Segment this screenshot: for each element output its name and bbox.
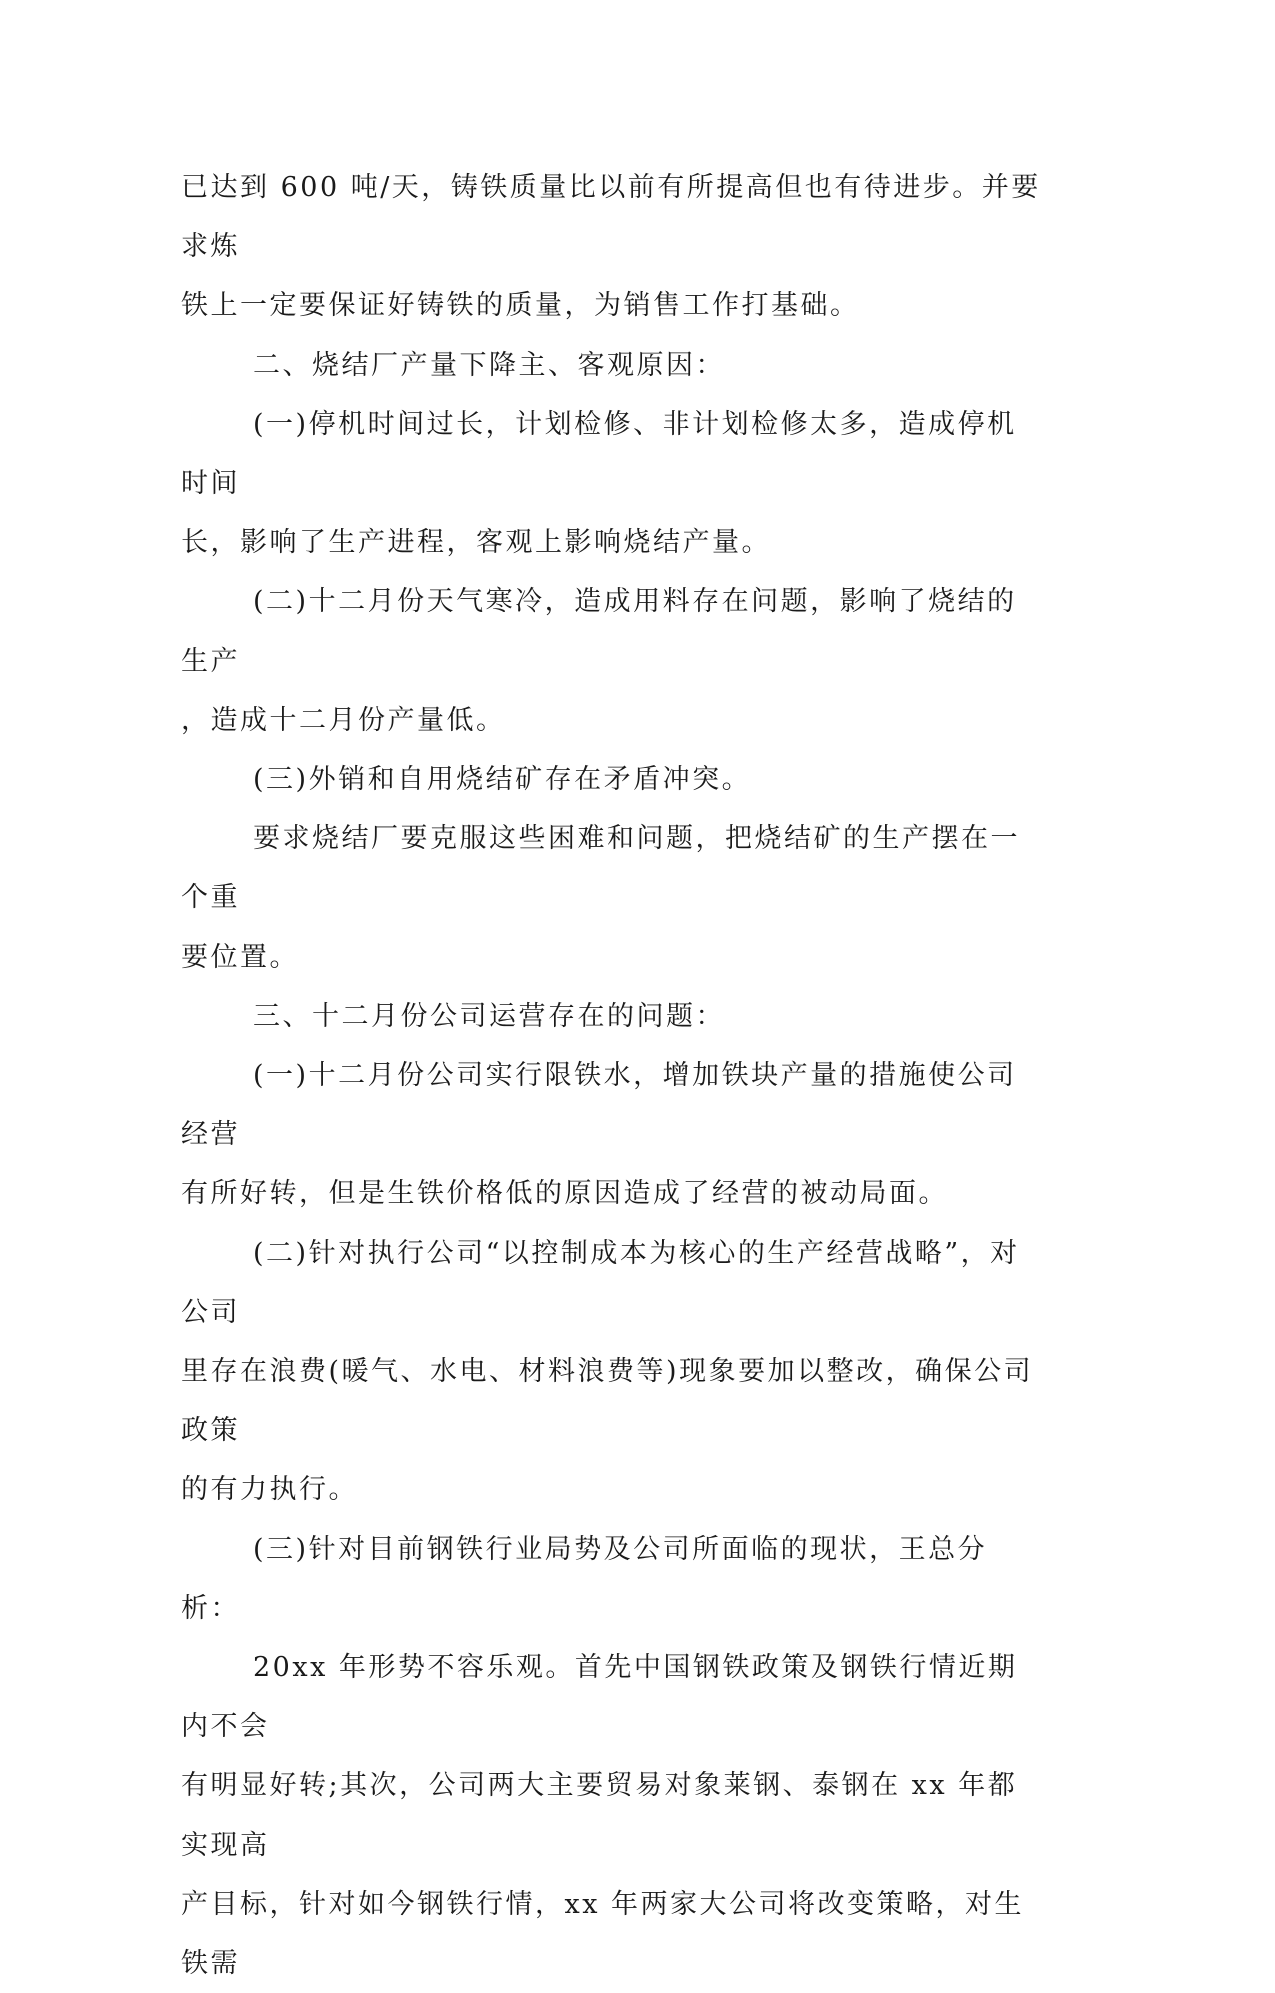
text-line: 产目标，针对如今钢铁行情，xx 年两家大公司将改变策略，对生铁需: [181, 1888, 1025, 1980]
text-line: 铁上一定要保证好铸铁的质量，为销售工作打基础。: [181, 290, 860, 322]
text-line: (一)十二月份公司实行限铁水，增加铁块产量的措施使公司经营: [181, 1060, 1017, 1151]
paragraph: [181, 572, 1041, 750]
text-line: (三)外销和自用烧结矿存在矛盾冲突。: [253, 764, 752, 796]
paragraph: [181, 395, 1041, 573]
text-line: ，造成十二月份产量低。: [181, 704, 506, 736]
text-line: 三、十二月份公司运营存在的问题：: [253, 1000, 725, 1032]
paragraph: [181, 750, 1041, 809]
text-line: (三)针对目前钢铁行业局势及公司所面临的现状，王总分析：: [181, 1533, 988, 1624]
document-body: [181, 158, 1041, 1993]
paragraph: [181, 1520, 1041, 1638]
text-line: 有明显好转;其次，公司两大主要贸易对象莱钢、泰钢在 xx 年都实现高: [181, 1770, 1018, 1861]
text-line: (二)十二月份天气寒冷，造成用料存在问题，影响了烧结的生产: [181, 586, 1017, 677]
text-line: (二)针对执行公司“以控制成本为核心的生产经营战略”，对公司: [181, 1237, 1020, 1328]
paragraph: [181, 987, 1041, 1046]
text-line: 的有力执行。: [181, 1474, 358, 1506]
text-line: 长，影响了生产进程，客观上影响烧结产量。: [181, 527, 771, 559]
paragraph: [181, 158, 1041, 336]
text-line: 要求烧结厂要克服这些困难和问题，把烧结矿的生产摆在一个重: [181, 823, 1020, 914]
paragraph: [181, 1638, 1041, 1993]
text-line: (一)停机时间过长，计划检修、非计划检修太多，造成停机时间: [181, 408, 1017, 500]
paragraph: [181, 809, 1041, 987]
text-line: 二、烧结厂产量下降主、客观原因：: [253, 349, 725, 381]
paragraph: [181, 1224, 1041, 1520]
text-line: 有所好转，但是生铁价格低的原因造成了经营的被动局面。: [181, 1178, 948, 1210]
paragraph: [181, 1046, 1041, 1224]
text-line: 20xx 年形势不容乐观。首先中国钢铁政策及钢铁行情近期内不会: [181, 1652, 1018, 1743]
paragraph: [181, 336, 1041, 395]
text-line: 已达到 600 吨/天，铸铁质量比以前有所提高但也有待进步。并要求炼: [181, 172, 1041, 263]
text-line: 里存在浪费(暖气、水电、材料浪费等)现象要加以整改，确保公司政策: [181, 1356, 1034, 1447]
text-line: 要位置。: [181, 941, 299, 973]
